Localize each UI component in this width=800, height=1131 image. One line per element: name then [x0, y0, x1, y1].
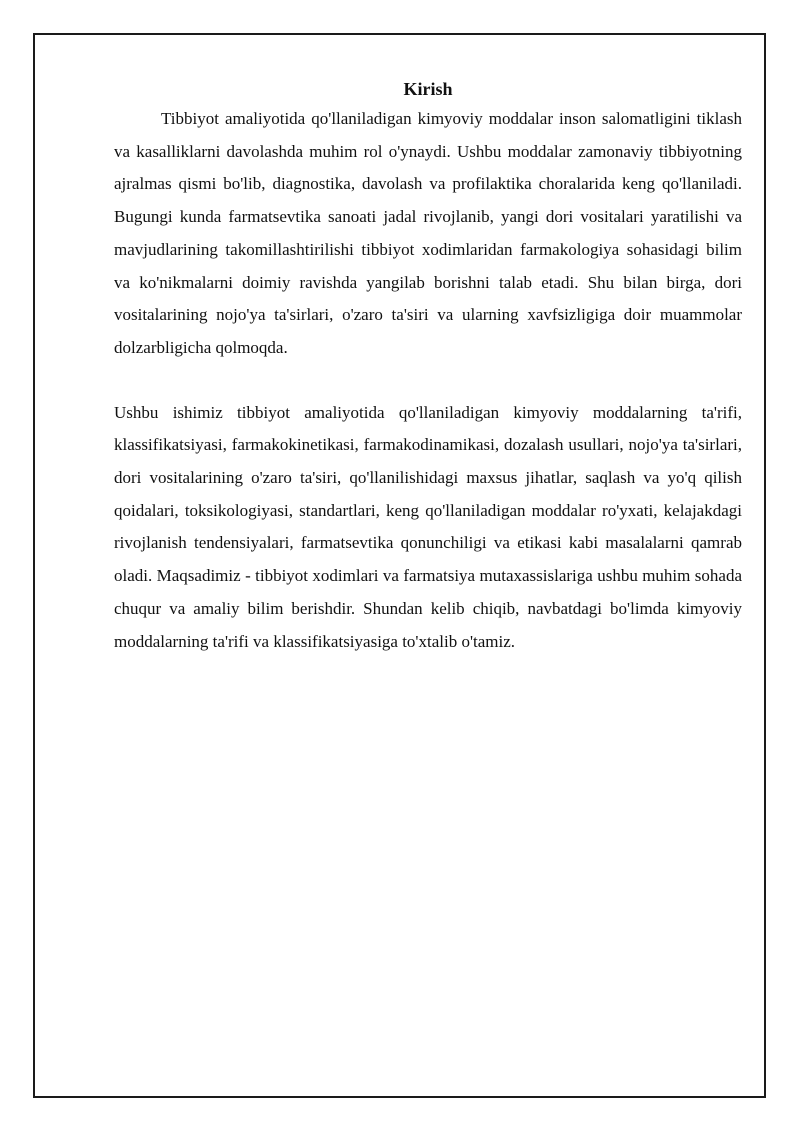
document-body	[114, 75, 742, 658]
document-title: Kirish	[403, 79, 453, 99]
paragraph-scope: Ushbu ishimiz tibbiyot amaliyotida qo'llaniladigan kimyoviy moddalarning ta'rifi, klassifikatsiyasi, farmakokinetikasi, farmakodinamikasi, dozalash usullari, nojo'ya ta'sirlari, dori vositalarining o'zaro ta'siri, qo'llanilishidagi maxsus jihatlar, saqlash va yo'q qilish qoidalari, toksikologiyasi, standartlari, keng qo'llaniladigan moddalar ro'yxati, kelajakdagi rivojlanish tendensiyalari, farmatsevtika qonunchiligi va etikasi kabi masalalarni qamrab oladi. Maqsadimiz - tibbiyot xodimlari va farmatsiya mutaxassislariga ushbu muhim sohada chuqur va amaliy bilim berishdir. Shundan kelib chiqib, navbatdagi bo'limda kimyoviy moddalarning ta'rifi va klassifikatsiyasiga to'xtalib o'tamiz.	[114, 402, 742, 651]
paragraph-intro: Tibbiyot amaliyotida qo'llaniladigan kimyoviy moddalar inson salomatligini tiklash va kasalliklarni davolashda muhim rol o'ynaydi. Ushbu moddalar zamonaviy tibbiyotning ajralmas qismi bo'lib, diagnostika, davolash va profilaktika choralarida keng qo'llaniladi. Bugungi kunda farmatsevtika sanoati jadal rivojlanib, yangi dori vositalari yaratilishi va mavjudlarining takomillashtirilishi tibbiyot xodimlaridan farmakologiya sohasidagi bilim va ko'nikmalarni doimiy ravishda yangilab borishni talab etadi. Shu bilan birga, dori vositalarining nojo'ya ta'sirlari, o'zaro ta'siri va ularning xavfsizligiga doir muammolar dolzarbligicha qolmoqda.	[114, 109, 742, 357]
